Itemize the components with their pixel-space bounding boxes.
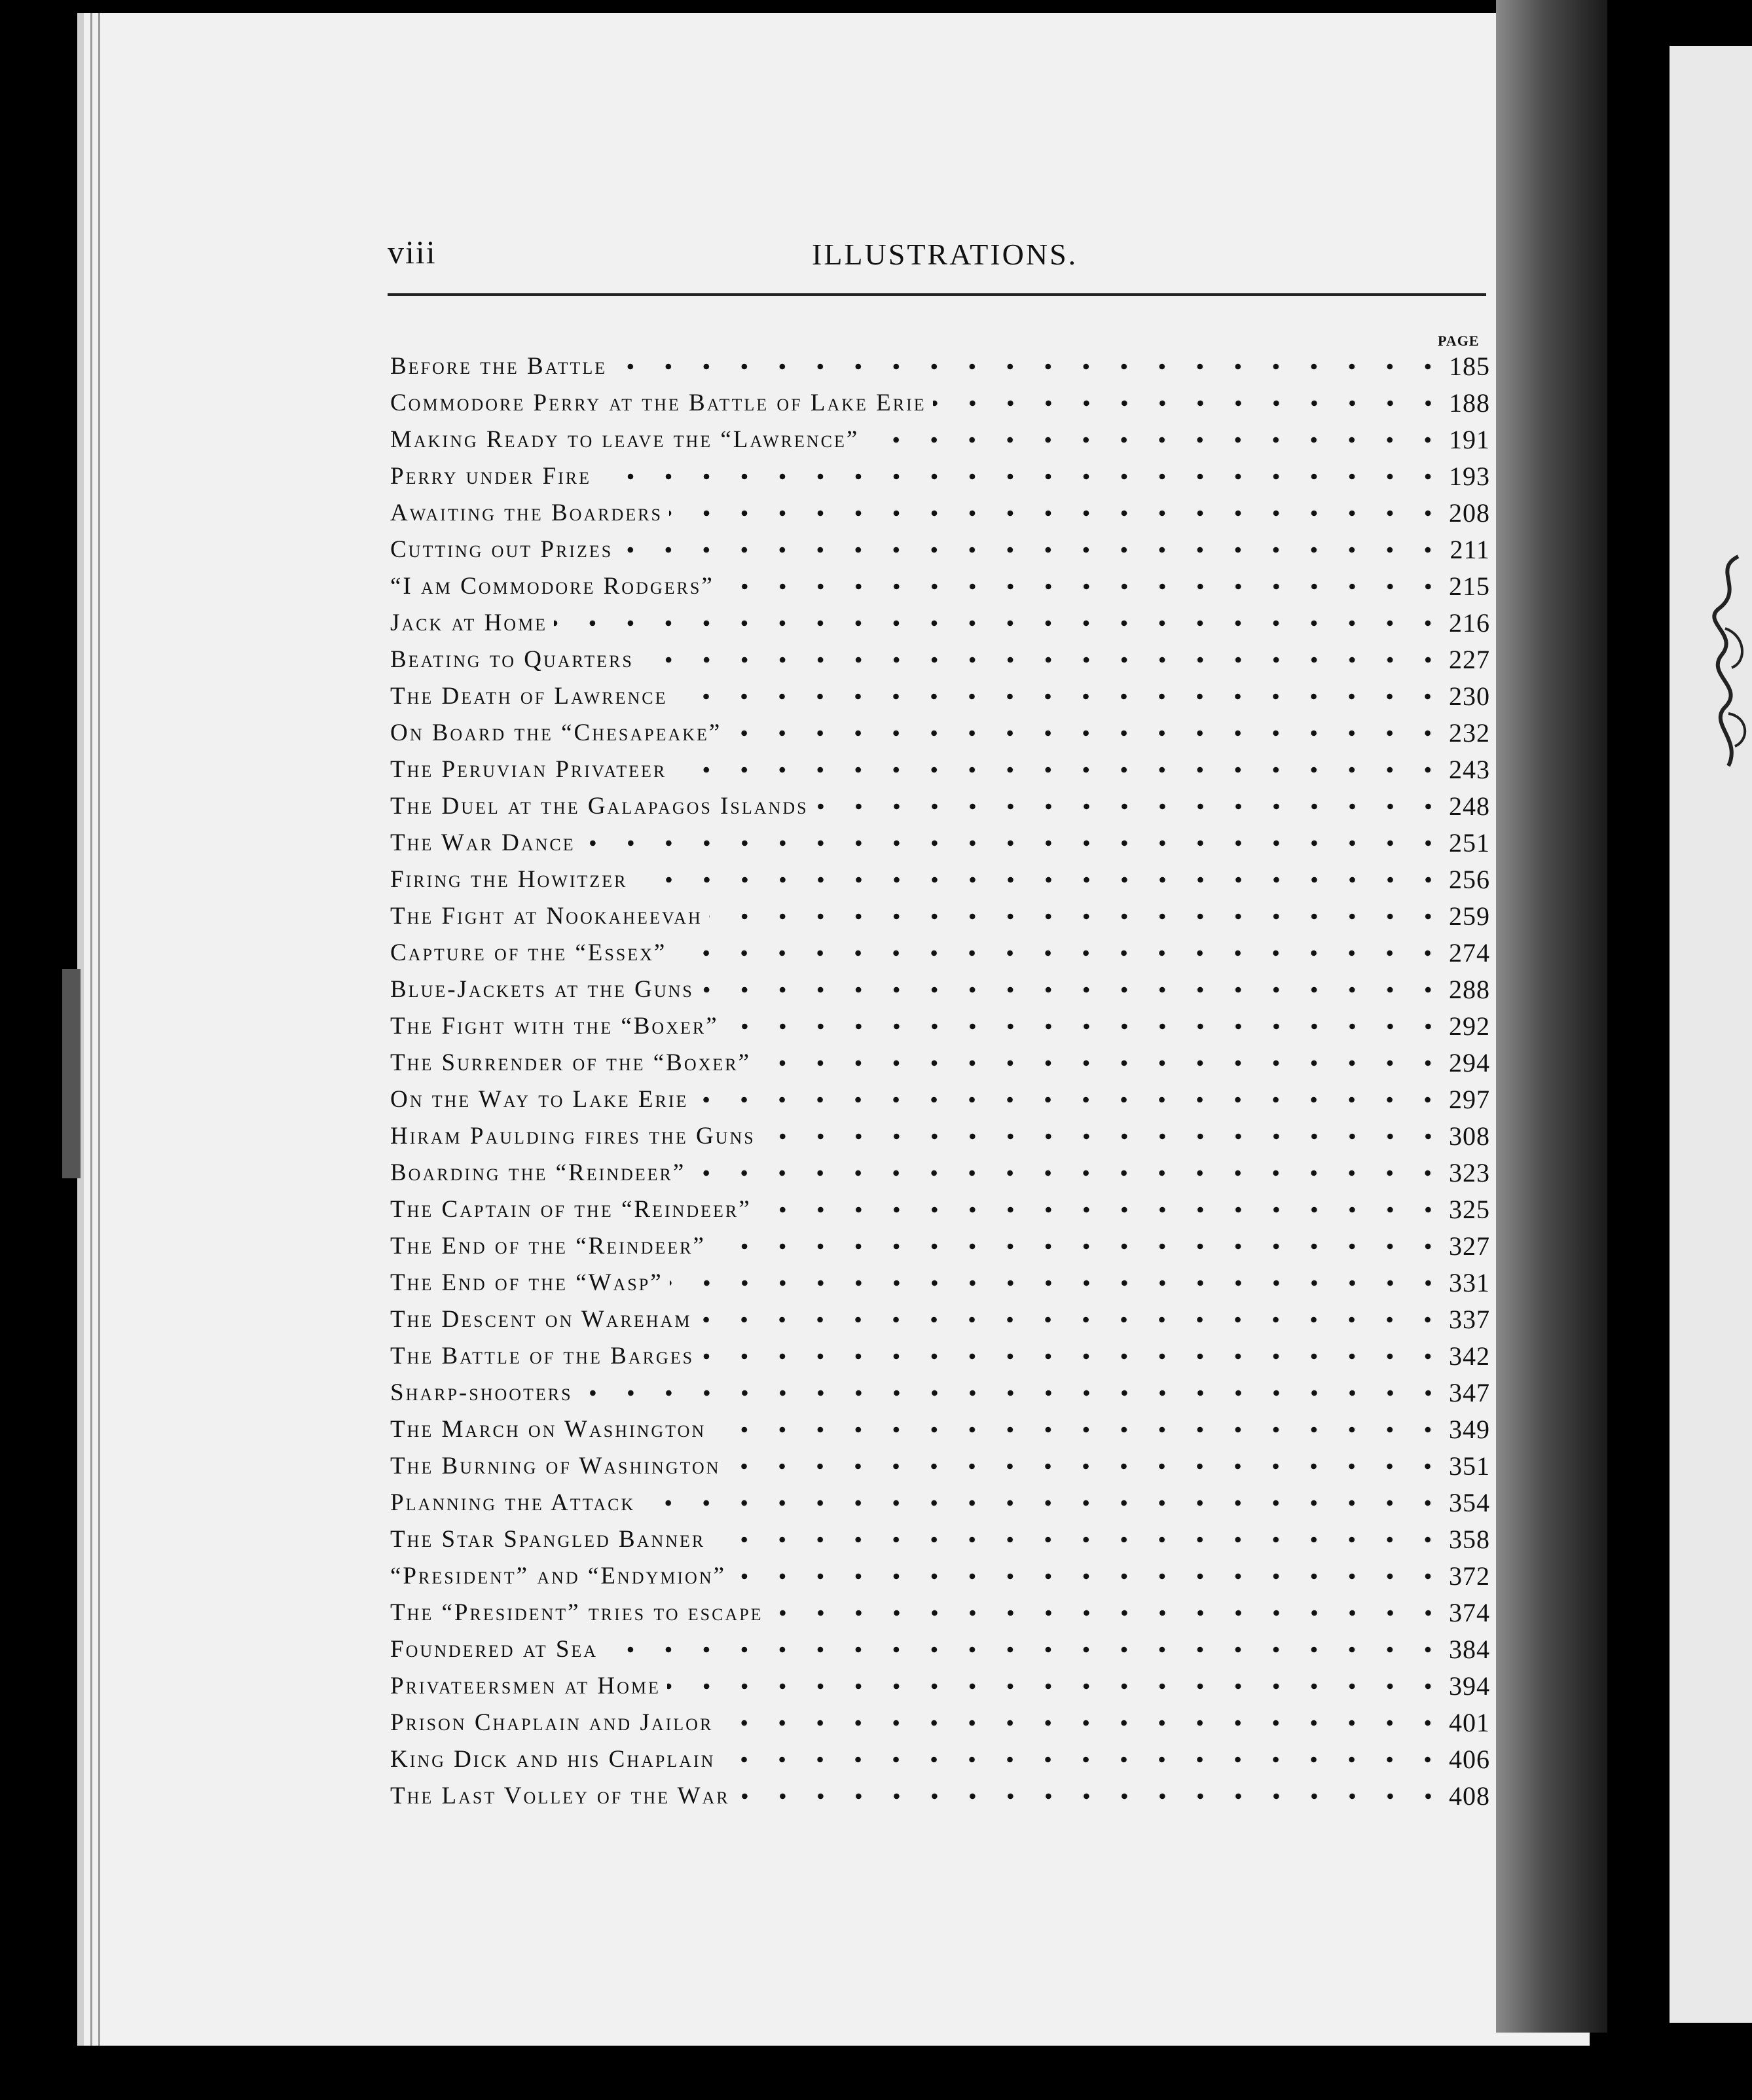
illustration-title: The March on Washington <box>390 1416 706 1443</box>
illustration-title: Privateersmen at Home <box>390 1673 661 1699</box>
dot-leader <box>720 1705 1435 1741</box>
dot-leader <box>712 1228 1435 1265</box>
dot-leader <box>933 385 1435 422</box>
dot-leader <box>598 458 1435 495</box>
list-item <box>390 1081 1490 1118</box>
page-number: 215 <box>1449 571 1490 601</box>
page-number: 211 <box>1450 535 1490 564</box>
list-item <box>390 1668 1490 1705</box>
dot-leader <box>673 751 1435 788</box>
list-item <box>390 751 1490 788</box>
page-number: 331 <box>1449 1268 1490 1297</box>
page-number: 323 <box>1449 1158 1490 1187</box>
page-number: 251 <box>1449 828 1490 858</box>
list-item <box>390 348 1490 385</box>
illustration-title: Capture of the “Essex” <box>390 939 667 966</box>
illustration-title: Foundered at Sea <box>390 1636 598 1663</box>
page-number: 327 <box>1449 1231 1490 1261</box>
page-number: 351 <box>1449 1451 1490 1481</box>
dot-leader <box>673 935 1435 971</box>
list-item <box>390 1448 1490 1485</box>
page-number: 230 <box>1449 681 1490 711</box>
dot-leader <box>669 495 1435 532</box>
list-item <box>390 422 1490 458</box>
list-item <box>390 825 1490 861</box>
illustration-title: Before the Battle <box>390 353 608 380</box>
dot-leader <box>701 1338 1435 1375</box>
dot-leader <box>642 1485 1435 1521</box>
page-number: 408 <box>1449 1781 1490 1811</box>
dot-leader <box>727 1448 1435 1485</box>
illustration-title: On Board the “Chesapeake” <box>390 719 722 746</box>
page-number: 193 <box>1449 462 1490 491</box>
list-item <box>390 678 1490 715</box>
illustration-title: The Surrender of the “Boxer” <box>390 1049 752 1076</box>
ornament-icon <box>1699 550 1752 772</box>
illustration-title: King Dick and his Chaplain <box>390 1746 716 1773</box>
running-head: ILLUSTRATIONS. <box>812 238 1078 271</box>
page-number: 372 <box>1449 1561 1490 1591</box>
dot-leader <box>604 1631 1435 1668</box>
list-item <box>390 1338 1490 1375</box>
list-item <box>390 935 1490 971</box>
dot-leader <box>582 825 1435 861</box>
list-item <box>390 788 1490 825</box>
page-number: 243 <box>1449 755 1490 784</box>
page-number: 374 <box>1449 1598 1490 1627</box>
folio-number: viii <box>388 234 437 270</box>
dot-leader <box>757 1045 1435 1081</box>
list-item <box>390 1631 1490 1668</box>
illustration-title: Perry under Fire <box>390 463 591 490</box>
illustration-title: Blue-Jackets at the Guns <box>390 976 694 1003</box>
illustration-title: Prison Chaplain and Jailor <box>390 1709 714 1736</box>
dot-leader <box>579 1375 1435 1411</box>
page-number: 274 <box>1449 938 1490 968</box>
page-number: 308 <box>1449 1121 1490 1151</box>
illustration-title: The Peruvian Privateer <box>390 756 667 783</box>
list-item <box>390 1705 1490 1741</box>
illustration-title: Firing the Howitzer <box>390 866 628 893</box>
dot-leader <box>613 348 1435 385</box>
illustration-title: Awaiting the Boarders <box>390 499 663 526</box>
list-item <box>390 1045 1490 1081</box>
page-number: 394 <box>1449 1671 1490 1701</box>
list-item <box>390 1741 1490 1778</box>
illustration-title: Making Ready to leave the “Lawrence” <box>390 426 860 453</box>
list-item <box>390 1155 1490 1191</box>
list-item <box>390 1228 1490 1265</box>
illustration-title: “President” and “Endymion” <box>390 1563 727 1589</box>
list-item <box>390 1558 1490 1595</box>
page-number: 349 <box>1449 1415 1490 1444</box>
dot-leader <box>712 1521 1435 1558</box>
dot-leader <box>698 1301 1435 1338</box>
list-item <box>390 715 1490 751</box>
binding-mark <box>62 969 81 1178</box>
page-number: 294 <box>1449 1048 1490 1077</box>
illustration-title: Planning the Attack <box>390 1489 636 1516</box>
list-item <box>390 861 1490 898</box>
list-item <box>390 1375 1490 1411</box>
dot-leader <box>619 532 1435 568</box>
list-item <box>390 971 1490 1008</box>
page-number: 342 <box>1449 1341 1490 1371</box>
illustration-title: The Burning of Washington <box>390 1453 721 1479</box>
page-edge-line <box>98 13 100 2046</box>
illustration-title: “I am Commodore Rodgers” <box>390 573 714 600</box>
illustration-title: The Star Spangled Banner <box>390 1526 706 1553</box>
page-number: 227 <box>1449 645 1490 674</box>
page-number: 347 <box>1449 1378 1490 1407</box>
dot-leader <box>733 1558 1435 1595</box>
list-item <box>390 568 1490 605</box>
page-number: 248 <box>1449 791 1490 821</box>
dot-leader <box>725 1008 1435 1045</box>
page-number: 188 <box>1449 388 1490 418</box>
page-number: 358 <box>1449 1525 1490 1554</box>
illustration-title: Cutting out Prizes <box>390 536 613 563</box>
header-rule <box>388 293 1486 296</box>
dot-leader <box>758 1191 1435 1228</box>
page-number: 297 <box>1449 1085 1490 1114</box>
illustration-title: Beating to Quarters <box>390 646 634 673</box>
list-item <box>390 532 1490 568</box>
list-item <box>390 1485 1490 1521</box>
dot-leader <box>866 422 1435 458</box>
dot-leader <box>692 1155 1435 1191</box>
dot-leader <box>554 605 1435 642</box>
illustration-title: On the Way to Lake Erie <box>390 1086 689 1113</box>
dot-leader <box>815 788 1435 825</box>
dot-leader <box>674 678 1435 715</box>
list-item <box>390 1521 1490 1558</box>
illustration-title: The Duel at the Galapagos Islands <box>390 793 809 820</box>
list-item <box>390 1191 1490 1228</box>
dot-leader <box>721 568 1435 605</box>
page-number: 216 <box>1449 608 1490 638</box>
page-header <box>0 233 1752 285</box>
list-item <box>390 495 1490 532</box>
illustration-title: Hiram Paulding fires the Guns <box>390 1123 756 1150</box>
dot-leader <box>640 642 1435 678</box>
facing-page-edge <box>1670 46 1752 2023</box>
page-number: 185 <box>1449 352 1490 381</box>
page-edge-line <box>90 13 92 2046</box>
list-item <box>390 1008 1490 1045</box>
list-item <box>390 1778 1490 1815</box>
page-number: 337 <box>1449 1305 1490 1334</box>
page-number: 325 <box>1449 1195 1490 1224</box>
illustration-title: The Fight with the “Boxer” <box>390 1013 719 1040</box>
dot-leader <box>762 1118 1435 1155</box>
dot-leader <box>695 1081 1435 1118</box>
dot-leader <box>670 1265 1435 1301</box>
list-item <box>390 642 1490 678</box>
list-item <box>390 1118 1490 1155</box>
illustrations-list <box>390 348 1490 1815</box>
illustration-title: The War Dance <box>390 829 575 856</box>
illustration-title: The Captain of the “Reindeer” <box>390 1196 752 1223</box>
list-item <box>390 605 1490 642</box>
dot-leader <box>721 1741 1435 1778</box>
page-number: 208 <box>1449 498 1490 528</box>
page-number: 288 <box>1449 975 1490 1004</box>
illustration-title: The Battle of the Barges <box>390 1343 695 1369</box>
list-item <box>390 1595 1490 1631</box>
illustration-title: The End of the “Reindeer” <box>390 1233 706 1259</box>
page-number: 292 <box>1449 1011 1490 1041</box>
page-number: 191 <box>1449 425 1490 454</box>
dot-leader <box>667 1668 1435 1705</box>
page-number: 406 <box>1449 1745 1490 1774</box>
page-number: 259 <box>1449 901 1490 931</box>
illustration-title: Jack at Home <box>390 609 548 636</box>
illustration-title: The Death of Lawrence <box>390 683 668 710</box>
list-item <box>390 898 1490 935</box>
illustration-title: The “President” tries to escape <box>390 1599 763 1626</box>
page-number: 401 <box>1449 1708 1490 1737</box>
list-item <box>390 458 1490 495</box>
illustration-title: Sharp-shooters <box>390 1379 573 1406</box>
illustration-title: The End of the “Wasp” <box>390 1269 663 1296</box>
dot-leader <box>709 898 1435 935</box>
illustration-title: The Last Volley of the War <box>390 1783 730 1809</box>
dot-leader <box>728 715 1435 751</box>
dot-leader <box>712 1411 1435 1448</box>
page-column-label: PAGE <box>1438 333 1480 349</box>
illustration-title: The Descent on Wareham <box>390 1306 692 1333</box>
illustration-title: Boarding the “Reindeer” <box>390 1159 686 1186</box>
gutter-shadow <box>1496 0 1607 2033</box>
page-number: 232 <box>1449 718 1490 748</box>
dot-leader <box>634 861 1435 898</box>
list-item <box>390 1301 1490 1338</box>
list-item <box>390 385 1490 422</box>
list-item <box>390 1411 1490 1448</box>
illustration-title: The Fight at Nookaheevah <box>390 903 703 930</box>
page-number: 354 <box>1449 1488 1490 1517</box>
page-number: 384 <box>1449 1635 1490 1664</box>
dot-leader <box>737 1778 1435 1815</box>
illustration-title: Commodore Perry at the Battle of Lake Erie <box>390 389 926 416</box>
dot-leader <box>701 971 1435 1008</box>
dot-leader <box>770 1595 1435 1631</box>
list-item <box>390 1265 1490 1301</box>
page-number: 256 <box>1449 865 1490 894</box>
